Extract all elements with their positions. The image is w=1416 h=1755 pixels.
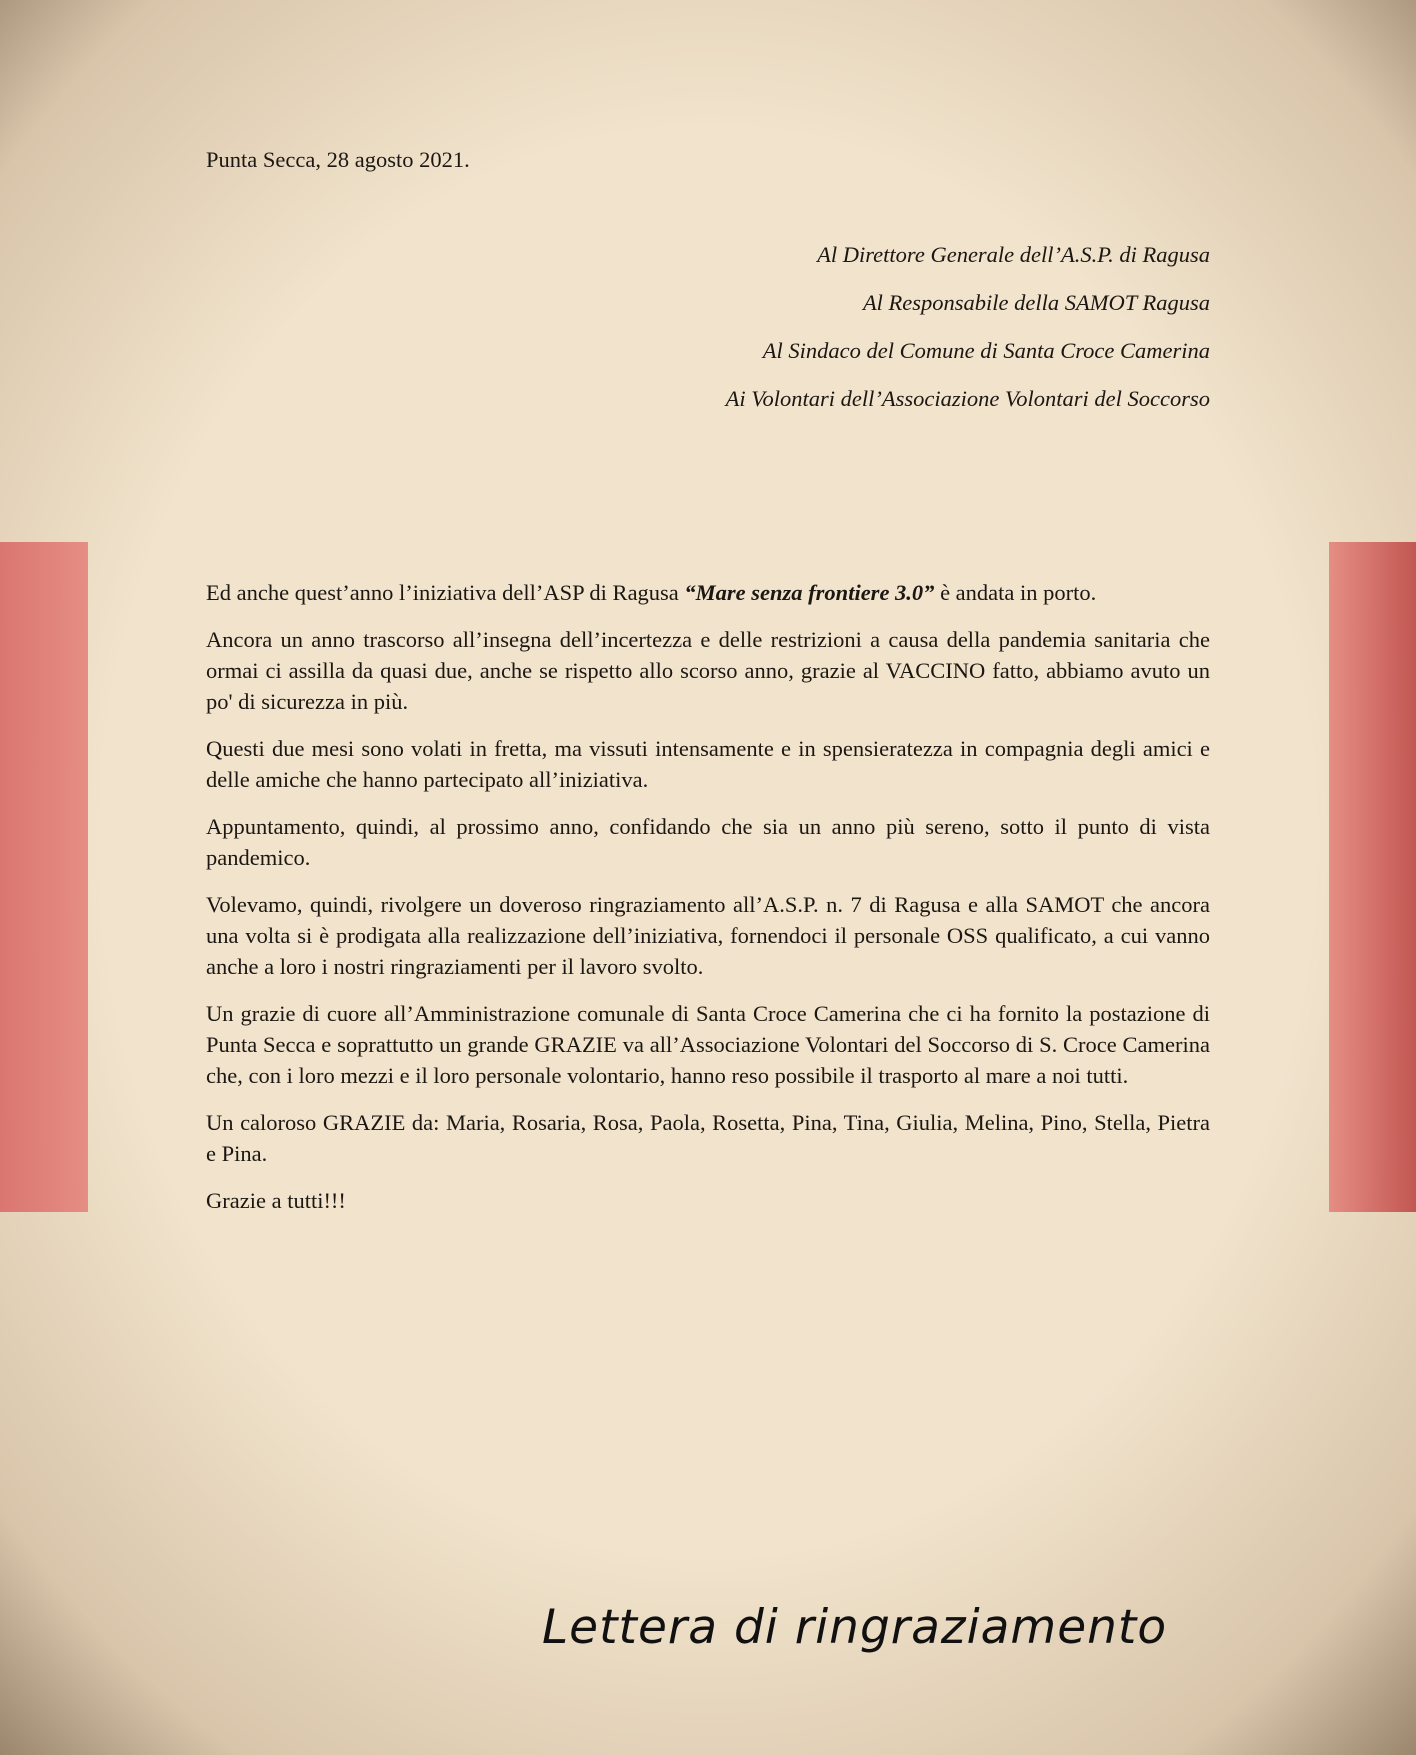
paragraph: Volevamo, quindi, rivolgere un doveroso ringraziamento all’A.S.P. n. 7 di Ragusa e alla SAMOT che ancora una volta si è prodigata alla realizzazione dell’iniziativa, fornendoci il personale OSS qualificato, a cui vanno anche a loro i nostri ringraziamenti per il lavoro svolto. (206, 892, 1210, 979)
paragraph: Ancora un anno trascorso all’insegna dell’incertezza e delle restrizioni a causa della pandemia sanitaria che ormai ci assilla da quasi due, anche se rispetto allo scorso anno, grazie al VACCINO fatto, abbiamo avuto un po' di sicurezza in più. (206, 627, 1210, 714)
closing-line: Grazie a tutti!!! (206, 1188, 346, 1213)
letter-body (206, 577, 1210, 1232)
caption-title: Lettera di ringraziamento (542, 1600, 1168, 1655)
recipient-line: Al Direttore Generale dell’A.S.P. di Ragusa (817, 242, 1210, 267)
intro-text-start: Ed anche quest’anno l’iniziativa dell’ASP di Ragusa (206, 580, 685, 605)
paragraph-intro (206, 577, 1210, 608)
paragraph: Un caloroso GRAZIE da: Maria, Rosaria, Rosa, Paola, Rosetta, Pina, Tina, Giulia, Melina, Pino, Stella, Pietra e Pina. (206, 1110, 1210, 1166)
recipient-line: Al Responsabile della SAMOT Ragusa (862, 290, 1210, 315)
recipient-line: Al Sindaco del Comune di Santa Croce Camerina (762, 338, 1210, 363)
initiative-title: “Mare senza frontiere 3.0” (684, 580, 935, 605)
left-red-band (0, 542, 88, 1212)
intro-text-end: è andata in porto. (934, 580, 1097, 605)
paragraph: Un grazie di cuore all’Amministrazione comunale di Santa Croce Camerina che ci ha fornito la postazione di Punta Secca e soprattutto un grande GRAZIE va all’Associazione Volontari del Soccorso di S. Croce Camerina che, con i loro mezzi e il loro personale volontario, hanno reso possibile il trasporto al mare a noi tutti. (206, 1001, 1210, 1088)
paragraph: Appuntamento, quindi, al prossimo anno, confidando che sia un anno più sereno, sotto il punto di vista pandemico. (206, 814, 1210, 870)
recipients-block (726, 240, 1210, 432)
letter-date: Punta Secca, 28 agosto 2021. (206, 147, 470, 172)
recipient-line: Ai Volontari dell’Associazione Volontari del Soccorso (725, 386, 1210, 411)
right-red-band (1329, 542, 1416, 1212)
paragraph: Questi due mesi sono volati in fretta, ma vissuti intensamente e in spensieratezza in compagnia degli amici e delle amiche che hanno partecipato all’iniziativa. (206, 736, 1210, 792)
